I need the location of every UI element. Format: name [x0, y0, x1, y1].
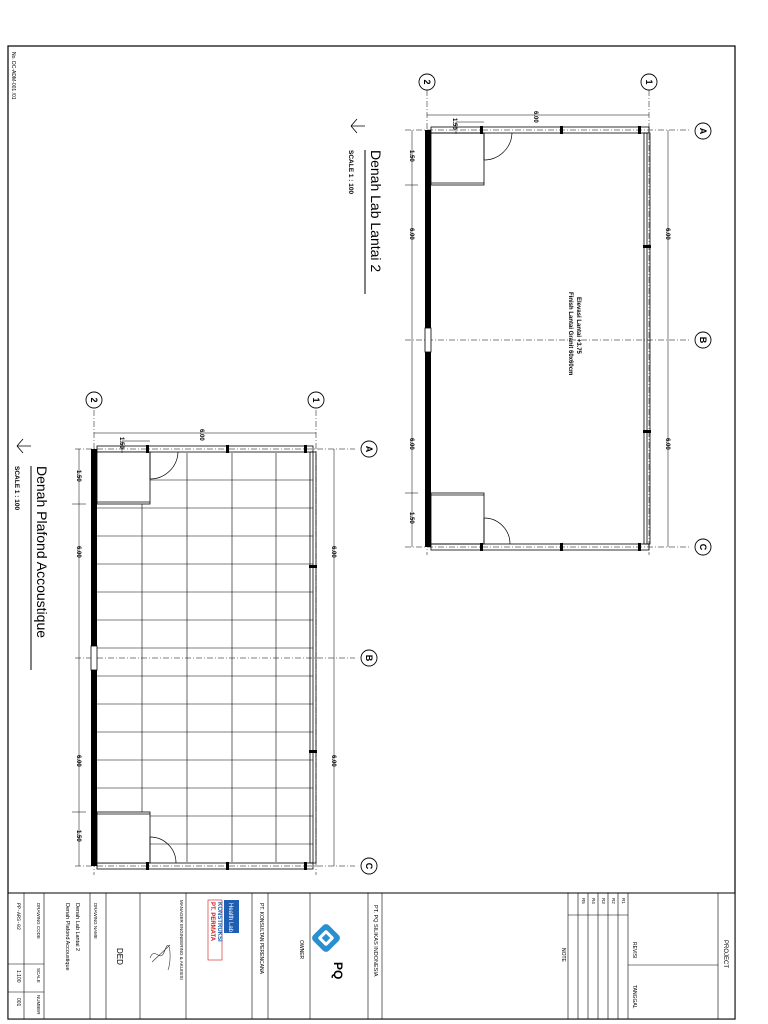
- doors-top: [484, 133, 512, 544]
- grid-bubble-b-bottom: [361, 650, 377, 666]
- grid-bubble-a-top: [695, 123, 711, 139]
- plan-lab-lantai-2: [347, 74, 711, 555]
- dimension-lines-top: [405, 115, 668, 547]
- consultant-badge: Health Lab: [227, 903, 233, 933]
- walls-outline-bottom: [97, 446, 316, 869]
- number-value: 001: [15, 998, 21, 1007]
- rev-row: R3: [601, 898, 606, 904]
- logo-text: PQ: [331, 962, 345, 980]
- svg-text:B: B: [698, 336, 708, 344]
- north-arrow-icon: [17, 439, 31, 453]
- grid-bubble-2-top: [419, 74, 435, 90]
- dim-left-span2-bottom: 6.00: [75, 755, 81, 767]
- doors-bottom: [150, 452, 178, 863]
- ceiling-panel-grid: [97, 453, 313, 862]
- number-label: NUMBER: [36, 995, 41, 1015]
- drawing-name-label: DRAWING NAME: [93, 903, 98, 939]
- dim-left-span2-top: 6.00: [408, 438, 414, 450]
- drawing-name-line2: Denah Plafond Accoustique: [64, 903, 70, 971]
- rev-row: R1: [621, 898, 626, 904]
- plan-scale-top: SCALE 1 : 100: [347, 150, 354, 195]
- drawing-code-label: DRAWING CODE: [36, 903, 41, 939]
- dim-right-span1-top: 6.00: [664, 228, 670, 240]
- svg-text:A: A: [698, 127, 708, 135]
- dim-left-small-bottom-bottom: 1.50: [75, 830, 81, 842]
- svg-text:C: C: [364, 862, 374, 870]
- contractor-line2: KONSTRUKSI: [216, 902, 222, 942]
- corner-code: No. DC-ADM-001 /01: [10, 52, 16, 100]
- north-arrow-icon: [351, 119, 365, 133]
- project-label: PROJECT: [722, 940, 728, 969]
- dim-side-small-bottom: 1.50: [118, 437, 124, 449]
- manager-label: MANAGER ENGINEERING & AKUISISI: [179, 900, 184, 980]
- owner-name: PT. PQ SILIKAS INDONESIA: [372, 905, 378, 977]
- rev-row: R4: [591, 898, 596, 904]
- dim-right-span1-bottom: 6.00: [330, 546, 336, 558]
- dim-left-small-top-bottom: 1.50: [75, 470, 81, 482]
- grid-bubble-2-bottom: [86, 392, 102, 408]
- svg-text:C: C: [698, 543, 708, 551]
- grid-bubble-b-top: [695, 332, 711, 348]
- dim-left-small-bottom-top: 1.50: [408, 512, 414, 524]
- svg-text:A: A: [364, 445, 374, 453]
- drawing-name-line1: Denah Lab Lantai 2: [74, 903, 80, 952]
- svg-text:2: 2: [89, 397, 99, 403]
- grid-bubble-1-top: [641, 74, 657, 90]
- dim-total-top: 6.00: [532, 111, 538, 123]
- drawing-status: DED: [115, 948, 124, 965]
- svg-text:B: B: [364, 654, 374, 662]
- svg-text:2: 2: [422, 79, 432, 85]
- column-left-b-top: [425, 328, 431, 352]
- dim-right-span2-bottom: 6.00: [330, 755, 336, 767]
- scale-value: 1:100: [15, 970, 21, 983]
- note-label: NOTE: [560, 948, 566, 962]
- walls-outline-top: [431, 127, 650, 550]
- svg-text:1: 1: [644, 79, 654, 85]
- grid-bubble-c-top: [695, 539, 711, 555]
- floor-finish-note: Finish Lantai Granit 60x60cm: [567, 292, 573, 376]
- window-marks-bottom: [146, 445, 317, 870]
- contractor-line1: PT. PERMATA: [209, 902, 215, 942]
- title-block: [8, 893, 735, 1019]
- svg-text:1: 1: [311, 397, 321, 403]
- plan-title-top: Denah Lab Lantai 2: [368, 150, 384, 273]
- grid-bubble-1-bottom: [308, 392, 324, 408]
- column-left-b-bottom: [91, 646, 97, 670]
- plan-plafond-accoustique: [13, 392, 377, 875]
- consultant-name: PT. KONSULTAN PERENCANA: [258, 903, 264, 974]
- dim-left-span1-bottom: 6.00: [75, 546, 81, 558]
- dim-left-small-top: 1.50: [408, 150, 414, 162]
- owner-label: OWNER: [298, 940, 304, 960]
- dim-right-span2-top: 6.00: [664, 438, 670, 450]
- grid-bubble-c-bottom: [361, 858, 377, 874]
- drawing-code: PP-ARS-02: [15, 903, 21, 931]
- plan-scale-bottom: SCALE 1 : 100: [13, 466, 20, 511]
- window-marks-top: [480, 126, 651, 551]
- dim-total-bottom: 6.00: [198, 429, 204, 441]
- floor-elevation-note: Elevasi Lantai +3.75: [575, 297, 581, 354]
- plan-title-bottom: Denah Plafond Accoustique: [34, 466, 50, 639]
- dim-left-span1-top: 6.00: [408, 228, 414, 240]
- rev-row: R5: [581, 898, 586, 904]
- grid-bubble-a-bottom: [361, 441, 377, 457]
- dim-side-small-top: 1.50: [451, 118, 457, 130]
- revisi-label: REVISI: [631, 942, 637, 959]
- tanggal-label: TANGGAL: [631, 985, 637, 1009]
- scale-label: SCALE: [36, 968, 41, 983]
- rev-row: R2: [611, 898, 616, 904]
